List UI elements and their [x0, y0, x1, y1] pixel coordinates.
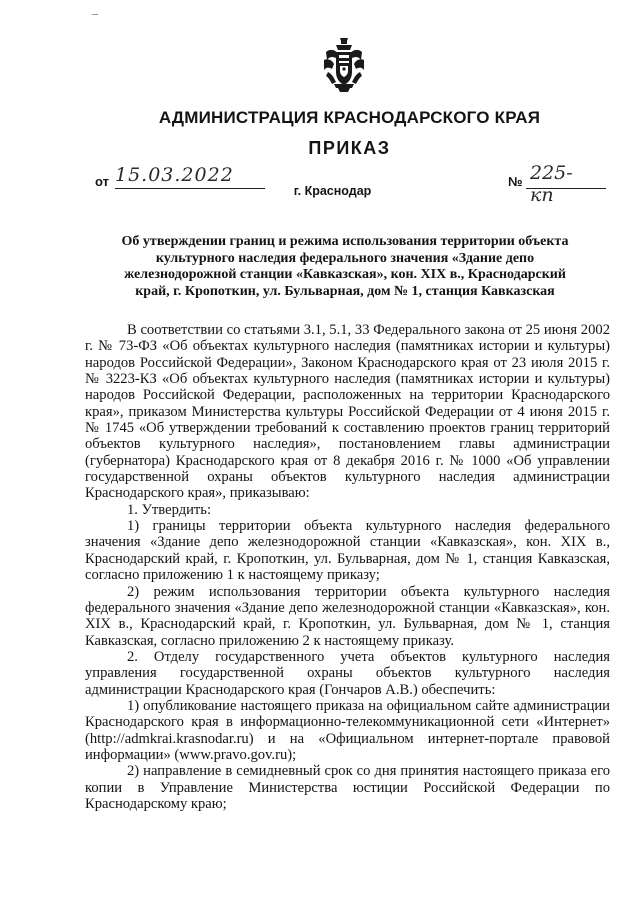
city: г. Краснодар	[293, 184, 372, 198]
paragraph-item-1-1: 1) границы территории объекта культурного наследия федерального значения «Здание депо железнодорожной станции «Кавказская», кон. XIX в., Краснодарский край, г. Кропоткин, ул. Бульварная, дом № 1, станция Кавказская, согласно приложению 1 к настоящему приказу;	[85, 518, 610, 584]
document-subject: Об утверждении границ и режима использования территории объекта культурного наследия федерального значения «Здание депо железнодорожной станции «Кавказская», кон. XIX в., Краснодарский край, г. Кропоткин, ул. Бульварная, дом № 1, станция Кавказская	[121, 234, 569, 299]
paragraph-item-2-1: 1) опубликование настоящего приказа на официальном сайте администрации Краснодарского края в информационно-телекоммуникационной сети «Интернет» (http://admkrai.krasnodar.ru) и на «Официальном интернет-портале правовой информации» (www.pravo.gov.ru);	[85, 697, 610, 763]
paragraph-item-1-2: 2) режим использования территории объекта культурного наследия федерального значения «Здание депо железнодорожной станции «Кавказская», кон. XIX в., Краснодарский край, г. Кропоткин, ул. Бульварная, дом № 1, станция Кавказская, согласно приложению 2 к настоящему приказу.	[85, 583, 610, 649]
organization-title: АДМИНИСТРАЦИЯ КРАСНОДАРСКОГО КРАЯ	[158, 108, 541, 127]
number-handwritten: 225-кп	[530, 162, 573, 206]
date-label: от	[95, 174, 109, 189]
paragraph-item-1: 1. Утвердить:	[127, 501, 212, 518]
date-handwritten: 15.03.2022	[115, 164, 234, 186]
paragraph-item-2: 2. Отделу государственного учета объектов культурного наследия управления государственной охраны объектов культурного наследия администрации Краснодарского края (Гончаров А.В.) обеспечить:	[85, 648, 610, 698]
coat-of-arms-icon	[322, 36, 366, 94]
number-label: №	[508, 174, 523, 189]
document-body	[85, 322, 610, 812]
paragraph-item-2-2: 2) направление в семидневный срок со дня принятия настоящего приказа его копии в Управление Министерства юстиции Российской Федерации по Краснодарскому краю;	[85, 763, 610, 812]
document-type: ПРИКАЗ	[308, 138, 391, 158]
paragraph-preamble: В соответствии со статьями 3.1, 5.1, 33 Федерального закона от 25 июня 2002 г. № 73-ФЗ «Об объектах культурного наследия (памятниках истории и культуры) народов Российской Федерации», Законом Краснодарского края от 23 июля 2015 г. № 3223-КЗ «Об объектах культурного наследия (памятниках истории и культуры) народов Российской Федерации, расположенных на территории Краснодарского края», приказом Министерства культуры Российской Федерации от 4 июня 2015 г. № 1745 «Об утверждении требований к составлению проектов границ территорий объектов культурного наследия», постановлением главы администрации (губернатора) Краснодарского края от 8 декабря 2016 г. № 1000 «Об управлении государственной охраны объектов культурного наследия администрации Краснодарского края», приказываю:	[85, 322, 610, 502]
scan-mark	[92, 14, 98, 15]
